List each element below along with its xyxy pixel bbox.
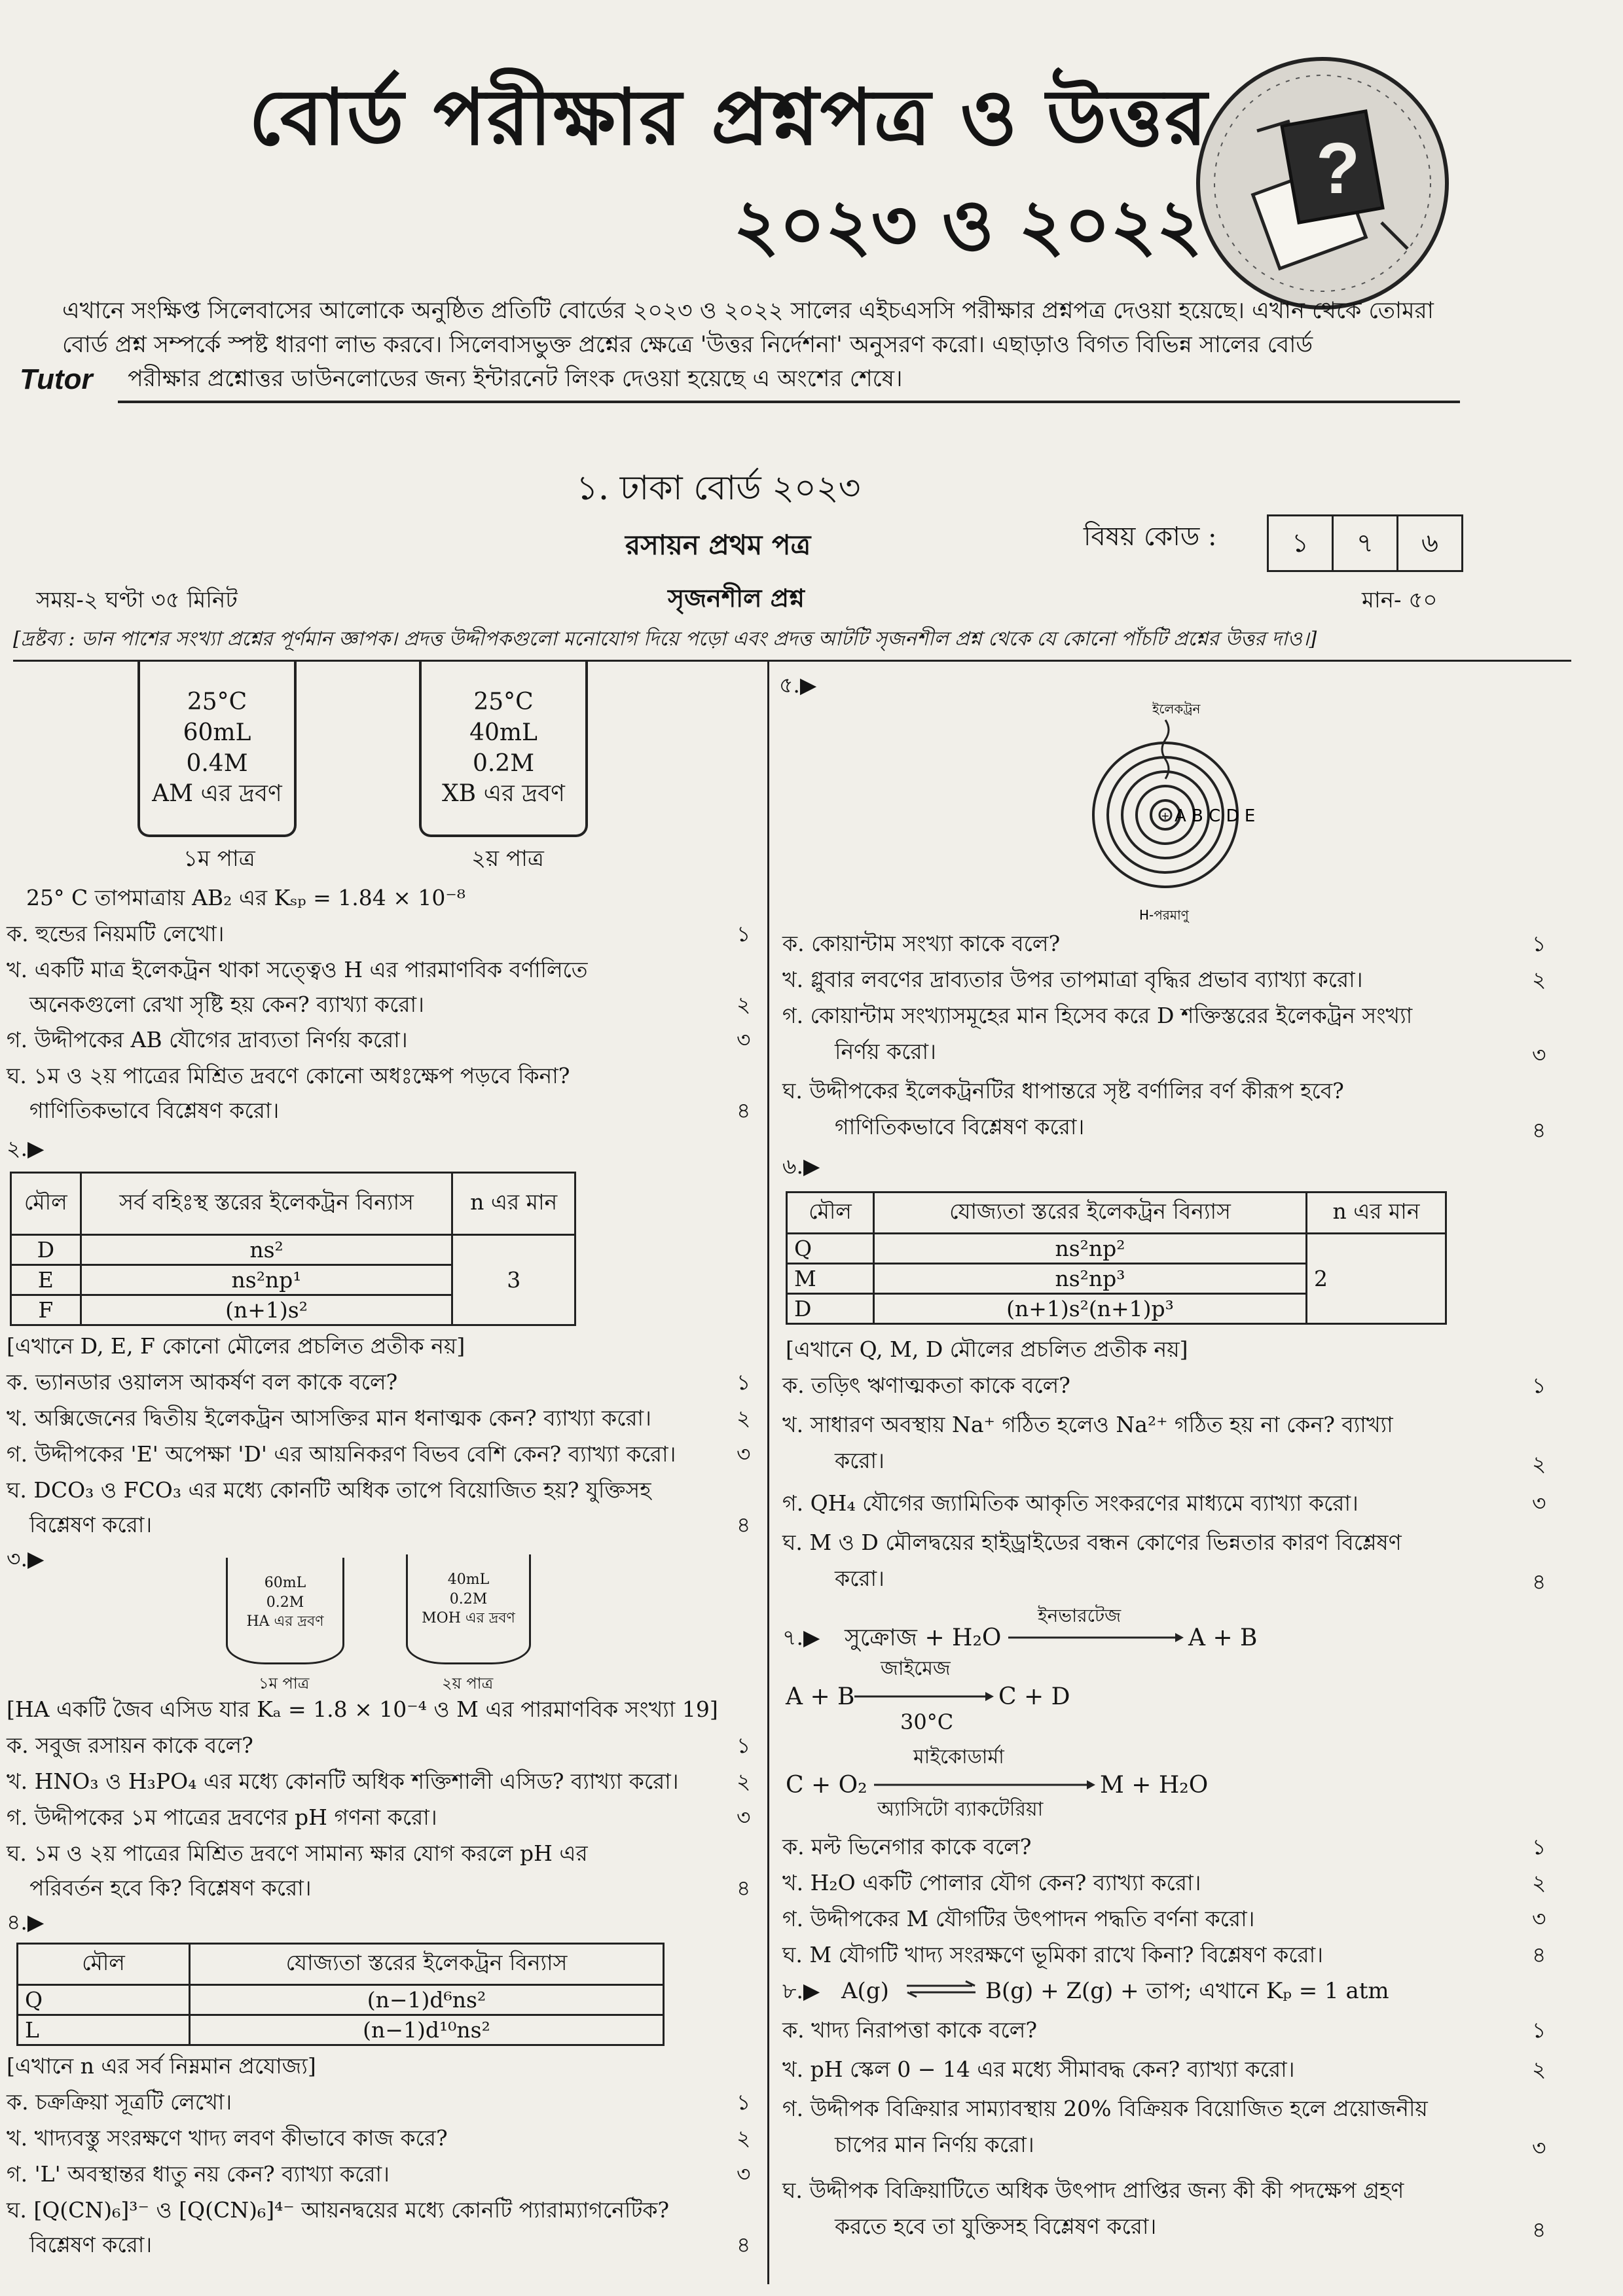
q5-a: ক. কোয়ান্টাম সংখ্যা কাকে বলে? — [782, 931, 1061, 956]
q8-d-cont: করতে হবে তা যুক্তিসহ বিশ্লেষণ করো। — [835, 2214, 1157, 2239]
intro-line: পরীক্ষার প্রশ্নোত্তর ডাউনলোডের জন্য ইন্টারনেট লিংক দেওয়া হয়েছে এ অংশের শেষে। — [128, 366, 903, 392]
question-document-icon — [1185, 52, 1460, 314]
q7-c-mark: ৩ — [1532, 1906, 1546, 1931]
q7-r1-arrow — [1008, 1631, 1185, 1644]
q3-note: [HA একটি জৈব এসিড যার Kₐ = 1.8 × 10⁻⁴ ও M এর পারমাণবিক সংখ্যা 19] — [7, 1696, 718, 1722]
q2-b: খ. অক্সিজেনের দ্বিতীয় ইলেকট্রন আসক্তির মান ধনাত্মক কেন? ব্যাখ্যা করো। — [7, 1405, 651, 1431]
code-digit: ৭ — [1334, 516, 1398, 570]
q5-b-mark: ২ — [1532, 967, 1546, 992]
q4-row-element: L — [18, 2015, 190, 2045]
q7-b-mark: ২ — [1532, 1870, 1546, 1895]
q1-b: খ. একটি মাত্র ইলেকট্রন থাকা সত্ত্বেও H এর পারমাণবিক বর্ণালিতে — [7, 957, 588, 982]
q4-row-element: Q — [18, 1985, 190, 2015]
q8-b-mark: ২ — [1532, 2056, 1546, 2082]
q5-c: গ. কোয়ান্টাম সংখ্যাসমূহের মান হিসেব করে D শক্তিস্তরের ইলেকট্রন সংখ্যা — [782, 1003, 1413, 1028]
q2-a: ক. ভ্যানডার ওয়ালস আকর্ষণ বল কাকে বলে? — [7, 1369, 398, 1395]
subject-code-label: বিষয় কোড : — [1084, 522, 1217, 552]
tutor-logo: Tutor — [20, 363, 93, 395]
q6-row-config: ns²np³ — [874, 1264, 1307, 1294]
q6-n-value: 2 — [1307, 1234, 1446, 1324]
q4-c: গ. 'L' অবস্থান্তর ধাতু নয় কেন? ব্যাখ্যা করো। — [7, 2161, 390, 2187]
q7-r2-left: A + B — [786, 1683, 855, 1710]
beaker-2-label: ২য় পাত্র — [471, 846, 544, 872]
q3-c-mark: ৩ — [737, 1804, 751, 1830]
q6-note: [এখানে Q, M, D মৌলের প্রচলিত প্রতীক নয়] — [786, 1336, 1188, 1362]
cup-1-solution: HA এর দ্রবণ — [246, 1613, 324, 1630]
cup-1-label: ১ম পাত্র — [259, 1674, 310, 1693]
atom-top-label: ইলেকট্রন — [1152, 701, 1201, 717]
q5-label: ৫.▶ — [779, 672, 817, 698]
q7-b: খ. H₂O একটি পোলার যৌগ কেন? ব্যাখ্যা করো। — [782, 1870, 1201, 1895]
q7-label: ৭.▶ — [782, 1624, 820, 1650]
q4-d-cont: বিশ্লেষণ করো। — [29, 2232, 153, 2257]
q4-row-config: (n−1)d⁶ns² — [190, 1985, 664, 2015]
q6-row-element: M — [787, 1264, 874, 1294]
page-title: বোর্ড পরীক্ষার প্রশ্নপত্র ও উত্তর — [249, 71, 1209, 162]
q6-d: ঘ. M ও D মৌলদ্বয়ের হাইড্রাইডের বন্ধন কোণের ভিন্নতার কারণ বিশ্লেষণ — [782, 1530, 1402, 1555]
q5-d-cont: গাণিতিকভাবে বিশ্লেষণ করো। — [835, 1114, 1085, 1139]
atom-shell-labels: A B C D E — [1175, 806, 1256, 826]
exam-instruction: [দ্রষ্টব্য : ডান পাশের সংখ্যা প্রশ্নের পূর্ণমান জ্ঞাপক। প্রদত্ত উদ্দীপকগুলো মনোযোগ দিয়ে পড়ো এবং প্রদত্ত আটটি সৃজনশীল প্রশ্ন থেকে যে কোনো পাঁচটি প্রশ্নের উত্তর দাও।] — [13, 628, 1317, 651]
q6-row-element: D — [787, 1294, 874, 1324]
beaker-2-volume: 40mL — [469, 719, 538, 746]
svg-text:?: ? — [1316, 128, 1360, 209]
q7-r3-arrow — [874, 1778, 1097, 1791]
beaker-1-volume: 60mL — [183, 719, 251, 746]
q2-row-element: E — [11, 1265, 81, 1295]
q1-d-mark: ৪ — [737, 1098, 751, 1123]
q4-d-mark: ৪ — [737, 2232, 751, 2257]
code-digit: ১ — [1269, 516, 1334, 570]
q8-b: খ. pH স্কেল 0 − 14 এর মধ্যে সীমাবদ্ধ কেন? ব্যাখ্যা করো। — [782, 2056, 1295, 2082]
q3-b: খ. HNO₃ ও H₃PO₄ এর মধ্যে কোনটি অধিক শক্তিশালী এসিড? ব্যাখ্যা করো। — [7, 1768, 679, 1794]
q6-head-n: n এর মান — [1307, 1193, 1446, 1234]
q3-d-cont: পরিবর্তন হবে কি? বিশ্লেষণ করো। — [29, 1875, 312, 1901]
q8-eq-left: A(g) — [841, 1978, 889, 2004]
q7-r2-arrow — [854, 1690, 995, 1703]
code-digit: ৬ — [1421, 528, 1438, 558]
q6-b-mark: ২ — [1532, 1451, 1546, 1477]
q6-row-element: Q — [787, 1234, 874, 1264]
q6-d-cont: করো। — [835, 1566, 884, 1591]
q2-head-n: n এর মান — [452, 1173, 575, 1235]
q8-label: ৮.▶ — [782, 1978, 820, 2003]
q4-note: [এখানে n এর সর্ব নিম্নমান প্রযোজ্য] — [7, 2053, 316, 2079]
q3-a: ক. সবুজ রসায়ন কাকে বলে? — [7, 1732, 253, 1758]
q2-head-element: মৌল — [11, 1173, 81, 1235]
q6-head-config: যোজ্যতা স্তরের ইলেকট্রন বিন্যাস — [874, 1193, 1307, 1234]
q1-b-cont: অনেকগুলো রেখা সৃষ্টি হয় কেন? ব্যাখ্যা করো। — [29, 992, 424, 1017]
q3-b-mark: ২ — [737, 1768, 751, 1794]
q4-a-mark: ১ — [737, 2089, 751, 2115]
q7-d: ঘ. M যৌগটি খাদ্য সংরক্ষণে ভূমিকা রাখে কিনা? বিশ্লেষণ করো। — [782, 1942, 1323, 1967]
q6-table — [786, 1191, 1447, 1325]
q6-c-mark: ৩ — [1532, 1490, 1546, 1516]
header-divider — [118, 401, 1460, 403]
q6-row-config: (n+1)s²(n+1)p³ — [874, 1294, 1307, 1324]
equilibrium-arrow-icon — [907, 1979, 979, 1999]
q5-d-mark: ৪ — [1532, 1117, 1546, 1143]
q7-d-mark: ৪ — [1532, 1942, 1546, 1967]
q5-a-mark: ১ — [1532, 931, 1546, 956]
q7-r3-left: C + O₂ — [786, 1772, 867, 1799]
q1-ksp: 25° C তাপমাত্রায় AB₂ এর Kₛₚ = 1.84 × 10⁻⁸ — [26, 885, 465, 910]
q1-a-mark: ১ — [737, 921, 751, 946]
q5-c-cont: নির্ণয় করো। — [835, 1039, 936, 1064]
q2-row-config: ns² — [81, 1235, 452, 1265]
q2-row-config: ns²np¹ — [81, 1265, 452, 1295]
q8-c-mark: ৩ — [1532, 2135, 1546, 2161]
q7-r1-right: A + B — [1188, 1624, 1258, 1651]
q4-table — [16, 1943, 665, 2046]
q7-a: ক. মল্ট ভিনেগার কাকে বলে? — [782, 1834, 1032, 1859]
q4-d: ঘ. [Q(CN)₆]³⁻ ও [Q(CN)₆]⁴⁻ আয়নদ্বয়ের মধ্যে কোনটি প্যারাম্যাগনেটিক? — [7, 2197, 670, 2223]
q7-r2-right: C + D — [998, 1683, 1070, 1710]
atom-bottom-label: H-পরমাণু — [1139, 907, 1189, 923]
cup-2 — [406, 1554, 531, 1664]
q8-d-mark: ৪ — [1532, 2217, 1546, 2242]
q5-b: খ. গ্লুবার লবণের দ্রাব্যতার উপর তাপমাত্রা বৃদ্ধির প্রভাব ব্যাখ্যা করো। — [782, 967, 1363, 992]
cup-2-label: ২য় পাত্র — [442, 1674, 494, 1693]
q1-d-cont: গাণিতিকভাবে বিশ্লেষণ করো। — [29, 1098, 280, 1123]
q4-head-config: যোজ্যতা স্তরের ইলেকট্রন বিন্যাস — [190, 1944, 664, 1985]
q3-d-mark: ৪ — [737, 1875, 751, 1901]
q2-a-mark: ১ — [737, 1369, 751, 1395]
beaker-1 — [137, 661, 297, 837]
q5-c-mark: ৩ — [1532, 1042, 1546, 1067]
q4-b-mark: ২ — [737, 2125, 751, 2151]
atom-diagram — [1061, 694, 1270, 923]
q8-eq-right: B(g) + Z(g) + তাপ; এখানে Kₚ = 1 atm — [985, 1978, 1389, 2004]
q7-r2-under: 30°C — [900, 1710, 954, 1734]
subject-code-box — [1267, 514, 1463, 572]
subject-heading: রসায়ন প্রথম পত্র — [625, 529, 811, 561]
beaker-2 — [419, 661, 588, 837]
cup-1-conc: 0.2M — [266, 1594, 304, 1611]
board-heading: ১. ঢাকা বোর্ড ২০২৩ — [576, 469, 861, 508]
q2-row-config: (n+1)s² — [81, 1295, 452, 1325]
beaker-2-conc: 0.2M — [472, 749, 535, 777]
column-divider — [767, 661, 769, 2284]
beaker-1-temp: 25°C — [187, 689, 247, 715]
q2-note: [এখানে D, E, F কোনো মৌলের প্রচলিত প্রতীক নয়] — [7, 1333, 465, 1359]
cup-2-volume: 40mL — [447, 1571, 490, 1588]
q8-c-cont: চাপের মান নির্ণয় করো। — [835, 2132, 1034, 2157]
q3-label: ৩.▶ — [7, 1546, 45, 1571]
cup-1-volume: 60mL — [264, 1575, 306, 1591]
q3-d: ঘ. ১ম ও ২য় পাত্রের মিশ্রিত দ্রবণে সামান্য ক্ষার যোগ করলে pH এর — [7, 1840, 588, 1866]
q4-b: খ. খাদ্যবস্তু সংরক্ষণে খাদ্য লবণ কীভাবে কাজ করে? — [7, 2125, 448, 2151]
beaker-2-solution: XB এর দ্রবণ — [442, 780, 565, 808]
q3-c: গ. উদ্দীপকের ১ম পাত্রের দ্রবণের pH গণনা করো। — [7, 1804, 437, 1830]
q7-r1-over: ইনভারটেজ — [1038, 1605, 1122, 1626]
q7-r1-left: সুক্রোজ + H₂O — [845, 1624, 1002, 1651]
q2-c-mark: ৩ — [737, 1441, 751, 1467]
page-years: ২০২৩ ও ২০২২ — [733, 184, 1203, 266]
q2-b-mark: ২ — [737, 1405, 751, 1431]
q1-d: ঘ. ১ম ও ২য় পাত্রের মিশ্রিত দ্রবণে কোনো অধঃক্ষেপ পড়বে কিনা? — [7, 1063, 570, 1088]
q2-row-element: D — [11, 1235, 81, 1265]
beaker-2-temp: 25°C — [473, 689, 534, 715]
q2-c: গ. উদ্দীপকের 'E' অপেক্ষা 'D' এর আয়নিকরণ বিভব বেশি কেন? ব্যাখ্যা করো। — [7, 1441, 676, 1467]
q1-c: গ. উদ্দীপকের AB যৌগের দ্রাব্যতা নির্ণয় করো। — [7, 1027, 408, 1052]
q2-row-element: F — [11, 1295, 81, 1325]
intro-line: এখানে সংক্ষিপ্ত সিলেবাসের আলোকে অনুষ্ঠিত প্রতিটি বোর্ডের ২০২৩ ও ২০২২ সালের এইচএসসি পরীক্ষার প্রশ্নপত্র দেওয়া হয়েছে। এখান থেকে তোমরা — [62, 298, 1434, 324]
q7-c: গ. উদ্দীপকের M যৌগটির উৎপাদন পদ্ধতি বর্ণনা করো। — [782, 1906, 1255, 1931]
q1-b-mark: ২ — [737, 992, 751, 1017]
beaker-1-label: ১ম পাত্র — [183, 846, 255, 872]
q4-a: ক. চক্রক্রিয়া সূত্রটি লেখো। — [7, 2089, 232, 2115]
svg-text:+: + — [1161, 810, 1170, 822]
beaker-1-conc: 0.4M — [186, 749, 248, 777]
q7-r2-over: জাইমেজ — [881, 1657, 951, 1680]
q6-b: খ. সাধারণ অবস্থায় Na⁺ গঠিত হলেও Na²⁺ গঠিত হয় না কেন? ব্যাখ্যা — [782, 1412, 1393, 1437]
q4-c-mark: ৩ — [737, 2161, 751, 2187]
cup-2-conc: 0.2M — [449, 1590, 488, 1607]
q7-r3-under: অ্যাসিটো ব্যাকটেরিয়া — [877, 1798, 1044, 1821]
q2-d-mark: ৪ — [737, 1512, 751, 1537]
intro-line: বোর্ড প্রশ্ন সম্পর্কে স্পষ্ট ধারণা লাভ করবে। সিলেবাসভুক্ত প্রশ্নের ক্ষেত্রে 'উত্তর নির্দেশনা' অনুসরণ করো। এছাড়াও বিগত বিভিন্ন সালের বোর্ড — [62, 332, 1313, 358]
q7-a-mark: ১ — [1532, 1834, 1546, 1859]
q2-d-cont: বিশ্লেষণ করো। — [29, 1512, 153, 1537]
q6-label: ৬.▶ — [782, 1153, 820, 1179]
q5-d: ঘ. উদ্দীপকের ইলেকট্রনটির ধাপান্তরে সৃষ্ট বর্ণালির বর্ণ কীরূপ হবে? — [782, 1078, 1344, 1103]
q6-d-mark: ৪ — [1532, 1569, 1546, 1594]
q7-r3-right: M + H₂O — [1100, 1772, 1209, 1799]
q7-r3-over: মাইকোডার্মা — [913, 1746, 1004, 1768]
q8-d: ঘ. উদ্দীপক বিক্রিয়াটিতে অধিক উৎপাদ প্রাপ্তির জন্য কী কী পদক্ষেপ গ্রহণ — [782, 2178, 1404, 2203]
q4-label: ৪.▶ — [7, 1909, 45, 1935]
q1-a: ক. হুন্ডের নিয়মটি লেখো। — [7, 921, 225, 946]
q8-a: ক. খাদ্য নিরাপত্তা কাকে বলে? — [782, 2017, 1038, 2043]
q1-c-mark: ৩ — [737, 1027, 751, 1052]
cup-2-solution: MOH এর দ্রবণ — [422, 1610, 515, 1627]
q8-c: গ. উদ্দীপক বিক্রিয়ার সাম্যাবস্থায় 20% বিক্রিয়ক বিয়োজিত হলে প্রয়োজনীয় — [782, 2096, 1428, 2121]
q4-head-element: মৌল — [18, 1944, 190, 1985]
q2-label: ২.▶ — [7, 1136, 45, 1161]
q6-b-cont: করো। — [835, 1448, 884, 1473]
q4-row-config: (n−1)d¹⁰ns² — [190, 2015, 664, 2045]
q3-a-mark: ১ — [737, 1732, 751, 1758]
q2-head-config: সর্ব বহিঃস্থ স্তরের ইলেকট্রন বিন্যাস — [81, 1173, 452, 1235]
q8-a-mark: ১ — [1532, 2017, 1546, 2043]
q6-head-element: মৌল — [787, 1193, 874, 1234]
q6-a: ক. তড়িৎ ঋণাত্মকতা কাকে বলে? — [782, 1372, 1070, 1398]
q6-row-config: ns²np² — [874, 1234, 1307, 1264]
cup-1 — [226, 1558, 344, 1664]
q6-c: গ. QH₄ যৌগের জ্যামিতিক আকৃতি সংকরণের মাধ্যমে ব্যাখ্যা করো। — [782, 1490, 1359, 1516]
beaker-1-solution: AM এর দ্রবণ — [152, 780, 282, 808]
exam-marks: মান- ৫০ — [1362, 587, 1438, 613]
q6-a-mark: ১ — [1532, 1372, 1546, 1398]
q2-n-value: 3 — [452, 1235, 575, 1325]
q2-table — [10, 1172, 576, 1326]
q2-d: ঘ. DCO₃ ও FCO₃ এর মধ্যে কোনটি অধিক তাপে বিয়োজিত হয়? যুক্তিসহ — [7, 1477, 651, 1503]
exam-type: সৃজনশীল প্রশ্ন — [668, 583, 805, 613]
exam-time: সময়-২ ঘণ্টা ৩৫ মিনিট — [36, 587, 238, 613]
